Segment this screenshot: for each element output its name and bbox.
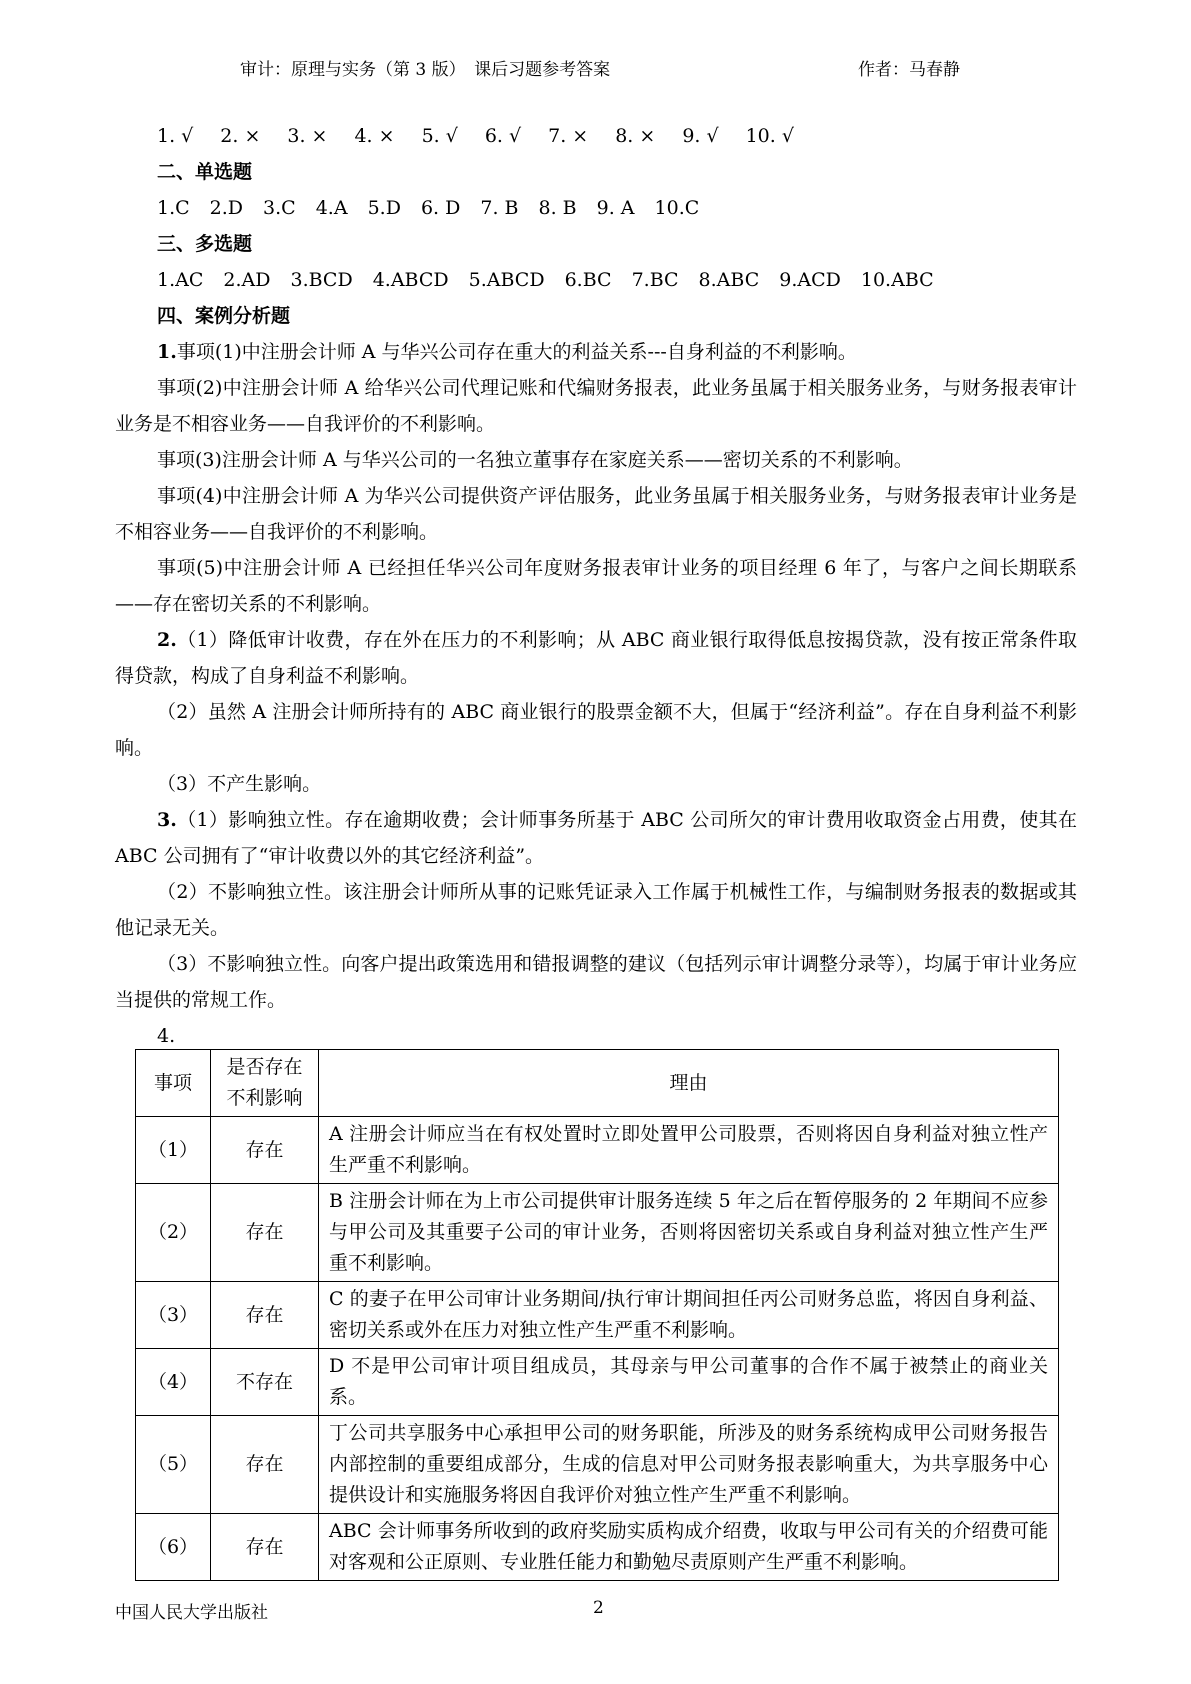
column-header-exists: 是否存在不利影响 (211, 1050, 319, 1117)
answer-item: 2.D (209, 197, 244, 219)
question-number: 2. (157, 629, 177, 651)
row-exists: 存在 (211, 1416, 319, 1514)
truefalse-answers (115, 118, 1077, 154)
answer-item: 3.BCD (290, 269, 353, 291)
answer-item: 5.ABCD (468, 269, 545, 291)
single-choice-answers (115, 190, 1077, 226)
case-1-paragraph: 事项(3)注册会计师 A 与华兴公司的一名独立董事存在家庭关系——密切关系的不利影响。 (157, 449, 913, 471)
case-1-paragraph: 事项(2)中注册会计师 A 给华兴公司代理记账和代编财务报表，此业务虽属于相关服务业务，与财务报表审计业务是不相容业务——自我评价的不利影响。 (115, 377, 1077, 435)
answer-item: 8. × (615, 125, 656, 147)
answer-item: 10.C (654, 197, 700, 219)
answer-item: 2. × (220, 125, 261, 147)
footer-publisher: 中国人民大学出版社 (115, 1603, 268, 1623)
answer-item: 7.BC (631, 269, 679, 291)
row-item: （6） (136, 1514, 211, 1581)
table-row (136, 1282, 1059, 1349)
column-header-reason: 理由 (319, 1050, 1059, 1117)
case-3-paragraph: （3）不影响独立性。向客户提出政策选用和错报调整的建议（包括列示审计调整分录等），均属于审计业务应当提供的常规工作。 (115, 953, 1077, 1011)
answer-item: 5. √ (421, 125, 458, 147)
row-exists: 存在 (211, 1514, 319, 1581)
row-reason: D 不是甲公司审计项目组成员，其母亲与甲公司董事的合作不属于被禁止的商业关系。 (319, 1349, 1059, 1416)
answer-item: 9. √ (682, 125, 719, 147)
answer-item: 4.A (315, 197, 348, 219)
case-1-paragraph (115, 334, 1077, 370)
row-reason: B 注册会计师在为上市公司提供审计服务连续 5 年之后在暂停服务的 2 年期间不应参与甲公司及其重要子公司的审计业务，否则将因密切关系或自身利益对独立性产生严重不利影响。 (319, 1184, 1059, 1282)
answer-item: 6. D (420, 197, 461, 219)
answer-item: 1.AC (157, 269, 204, 291)
row-exists: 不存在 (211, 1349, 319, 1416)
answer-item: 10. √ (745, 125, 794, 147)
answer-item: 7. × (548, 125, 589, 147)
paragraph-text: 事项(1)中注册会计师 A 与华兴公司存在重大的利益关系---自身利益的不利影响。 (176, 341, 857, 363)
case-analysis-heading: 四、案例分析题 (157, 305, 291, 327)
row-exists: 存在 (211, 1117, 319, 1184)
case-3-paragraph: （2）不影响独立性。该注册会计师所从事的记账凭证录入工作属于机械性工作，与编制财务报表的数据或其他记录无关。 (115, 881, 1077, 939)
multi-choice-answers (115, 262, 1077, 298)
case-3-paragraph (115, 802, 1077, 874)
multi-choice-heading: 三、多选题 (157, 233, 253, 255)
paragraph-text: （1）降低审计收费，存在外在压力的不利影响；从 ABC 商业银行取得低息按揭贷款，没有按正常条件取得贷款，构成了自身利益不利影响。 (115, 629, 1077, 687)
row-exists: 存在 (211, 1184, 319, 1282)
row-item: （4） (136, 1349, 211, 1416)
answer-item: 3. × (287, 125, 328, 147)
answer-item: 2.AD (223, 269, 271, 291)
case-2-paragraph: （3）不产生影响。 (157, 773, 322, 795)
table-row (136, 1416, 1059, 1514)
case-2-paragraph: （2）虽然 A 注册会计师所持有的 ABC 商业银行的股票金额不大，但属于“经济利益”。存在自身利益不利影响。 (115, 701, 1077, 759)
answer-item: 4.ABCD (372, 269, 449, 291)
row-item: （1） (136, 1117, 211, 1184)
answer-item: 8. B (538, 197, 577, 219)
question-number: 1. (157, 341, 177, 363)
header-title: 审计：原理与实务（第 3 版） 课后习题参考答案 (240, 60, 611, 80)
row-reason: C 的妻子在甲公司审计业务期间/执行审计期间担任丙公司财务总监，将因自身利益、密切关系或外在压力对独立性产生严重不利影响。 (319, 1282, 1059, 1349)
row-item: （2） (136, 1184, 211, 1282)
table-header-row (136, 1050, 1059, 1117)
single-choice-heading: 二、单选题 (157, 161, 253, 183)
table-row (136, 1117, 1059, 1184)
answer-item: 6.BC (564, 269, 612, 291)
page-header (240, 55, 980, 81)
answer-item: 8.ABC (698, 269, 760, 291)
table-row (136, 1349, 1059, 1416)
answer-item: 4. × (354, 125, 395, 147)
answer-item: 6. √ (484, 125, 522, 147)
row-item: （5） (136, 1416, 211, 1514)
header-author: 作者：马春静 (858, 60, 960, 80)
case-1-paragraph: 事项(5)中注册会计师 A 已经担任华兴公司年度财务报表审计业务的项目经理 6 年了，与客户之间长期联系——存在密切关系的不利影响。 (115, 557, 1077, 615)
answer-item: 9.ACD (779, 269, 841, 291)
paragraph-text: （1）影响独立性。存在逾期收费；会计师事务所基于 ABC 公司所欠的审计费用收取资金占用费，使其在 ABC 公司拥有了“审计收费以外的其它经济利益”。 (115, 809, 1077, 867)
answer-item: 5.D (367, 197, 401, 219)
table-row (136, 1184, 1059, 1282)
case-4-table (135, 1049, 1059, 1581)
case-2-paragraph (115, 622, 1077, 694)
page-content (115, 118, 1077, 1054)
case-4-number: 4. (157, 1025, 176, 1047)
answer-item: 3.C (263, 197, 296, 219)
row-item: （3） (136, 1282, 211, 1349)
table-row (136, 1514, 1059, 1581)
column-header-item: 事项 (136, 1050, 211, 1117)
case-1-paragraph: 事项(4)中注册会计师 A 为华兴公司提供资产评估服务，此业务虽属于相关服务业务，与财务报表审计业务是不相容业务——自我评价的不利影响。 (115, 485, 1077, 543)
row-reason: A 注册会计师应当在有权处置时立即处置甲公司股票，否则将因自身利益对独立性产生严重不利影响。 (319, 1117, 1059, 1184)
row-reason: ABC 会计师事务所收到的政府奖励实质构成介绍费，收取与甲公司有关的介绍费可能对客观和公正原则、专业胜任能力和勤勉尽责原则产生严重不利影响。 (319, 1514, 1059, 1581)
answer-item: 1. √ (157, 125, 194, 147)
answer-item: 1.C (157, 197, 190, 219)
row-reason: 丁公司共享服务中心承担甲公司的财务职能，所涉及的财务系统构成甲公司财务报告内部控制的重要组成部分，生成的信息对甲公司财务报表影响重大，为共享服务中心提供设计和实施服务将因自我评价对独立性产生严重不利影响。 (319, 1416, 1059, 1514)
row-exists: 存在 (211, 1282, 319, 1349)
question-number: 3. (157, 809, 177, 831)
answer-item: 9. A (596, 197, 635, 219)
page-number: 2 (593, 1598, 604, 1618)
answer-item: 7. B (480, 197, 519, 219)
answer-item: 10.ABC (860, 269, 934, 291)
